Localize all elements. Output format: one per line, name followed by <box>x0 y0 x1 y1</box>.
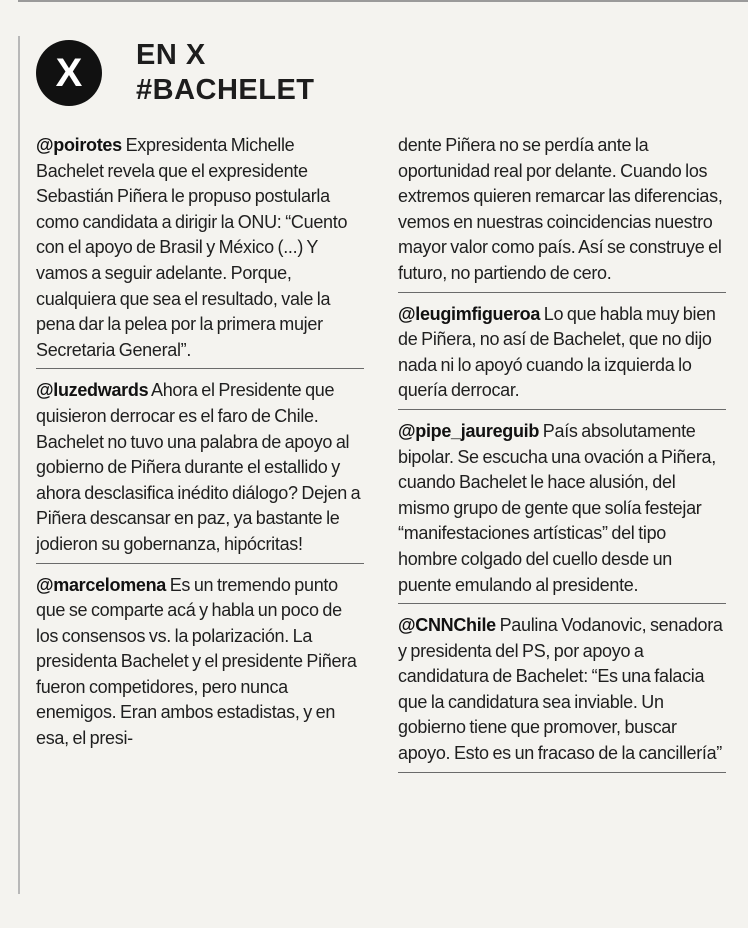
left-rule <box>18 36 20 894</box>
post-text-continued: dente Piñera no se perdía ante la oportunidad real por delante. Cuando los extremos quieren remarcar las diferencias, vemos en nuestras coincidencias nuestro mayor valor como país. Así se construye el futuro, no partiendo de cero. <box>398 135 723 283</box>
post-handle[interactable]: @marcelomena <box>36 574 167 595</box>
post-marcelomena-continued <box>398 130 726 293</box>
post-handle[interactable]: @leugimfigueroa <box>398 303 541 324</box>
post-text: Expresidenta Michelle Bachelet revela que el expresidente Sebastián Piñera le propuso postularla como candidata a dirigir la ONU: “Cuento con el apoyo de Brasil y México (...) Y vamos a seguir adelante. Porque, cualquiera que sea el resultado, vale la pena dar la pelea por la primera mujer Secretaria General”. <box>36 135 348 360</box>
post-text: Paulina Vodanovic, senadora y presidenta del PS, por apoyo a candidatura de Bachelet: “Es una falacia que la candidatura sea inviable. Un gobierno tiene que promover, buscar apoyo. Esto es un fracaso de la cancillería” <box>398 615 723 764</box>
title-line-1: EN X <box>136 39 206 71</box>
section-title <box>136 38 315 108</box>
x-logo-icon: X <box>36 40 102 106</box>
post-text: País absolutamente bipolar. Se escucha una ovación a Piñera, cuando Bachelet le hace alusión, del mismo grupo de gente que solía festejar “manifestaciones artísticas” del tipo hombre colgado del cuello desde un puente emulando al presidente. <box>398 420 716 595</box>
post-handle[interactable]: @pipe_jaureguib <box>398 420 540 441</box>
post-text: Es un tremendo punto que se comparte acá y habla un poco de los consensos vs. la polarización. La presidenta Bachelet y el presidente Piñera fueron competidores, pero nunca enemigos. Eran ambos estadistas, y en esa, el presi- <box>36 574 357 749</box>
post-pipe-jaureguib <box>398 416 726 604</box>
title-line-2: #BACHELET <box>136 74 315 106</box>
top-rule <box>18 0 748 2</box>
post-handle[interactable]: @CNNChile <box>398 615 496 636</box>
post-cnnchile <box>398 610 726 773</box>
post-poirotes <box>36 130 364 369</box>
column-right <box>398 130 726 779</box>
post-text: Lo que habla muy bien de Piñera, no así de Bachelet, que no dijo nada ni lo apoyó cuando la izquierda lo quería derrocar. <box>398 303 716 401</box>
post-luzedwards <box>36 375 364 563</box>
post-handle[interactable]: @poirotes <box>36 135 122 155</box>
column-left <box>36 130 364 763</box>
post-marcelomena <box>36 570 364 757</box>
post-text: Ahora el Presidente que quisieron derrocar es el faro de Chile. Bachelet no tuvo una palabra de apoyo al gobierno de Piñera durante el estallido y ahora desclasifica inédito diálogo? Dejen a Piñera descansar en paz, ya bastante le jodieron su gobernanza, hipócritas! <box>36 380 361 554</box>
post-handle[interactable]: @luzedwards <box>36 380 149 401</box>
post-leugimfigueroa <box>398 299 726 410</box>
